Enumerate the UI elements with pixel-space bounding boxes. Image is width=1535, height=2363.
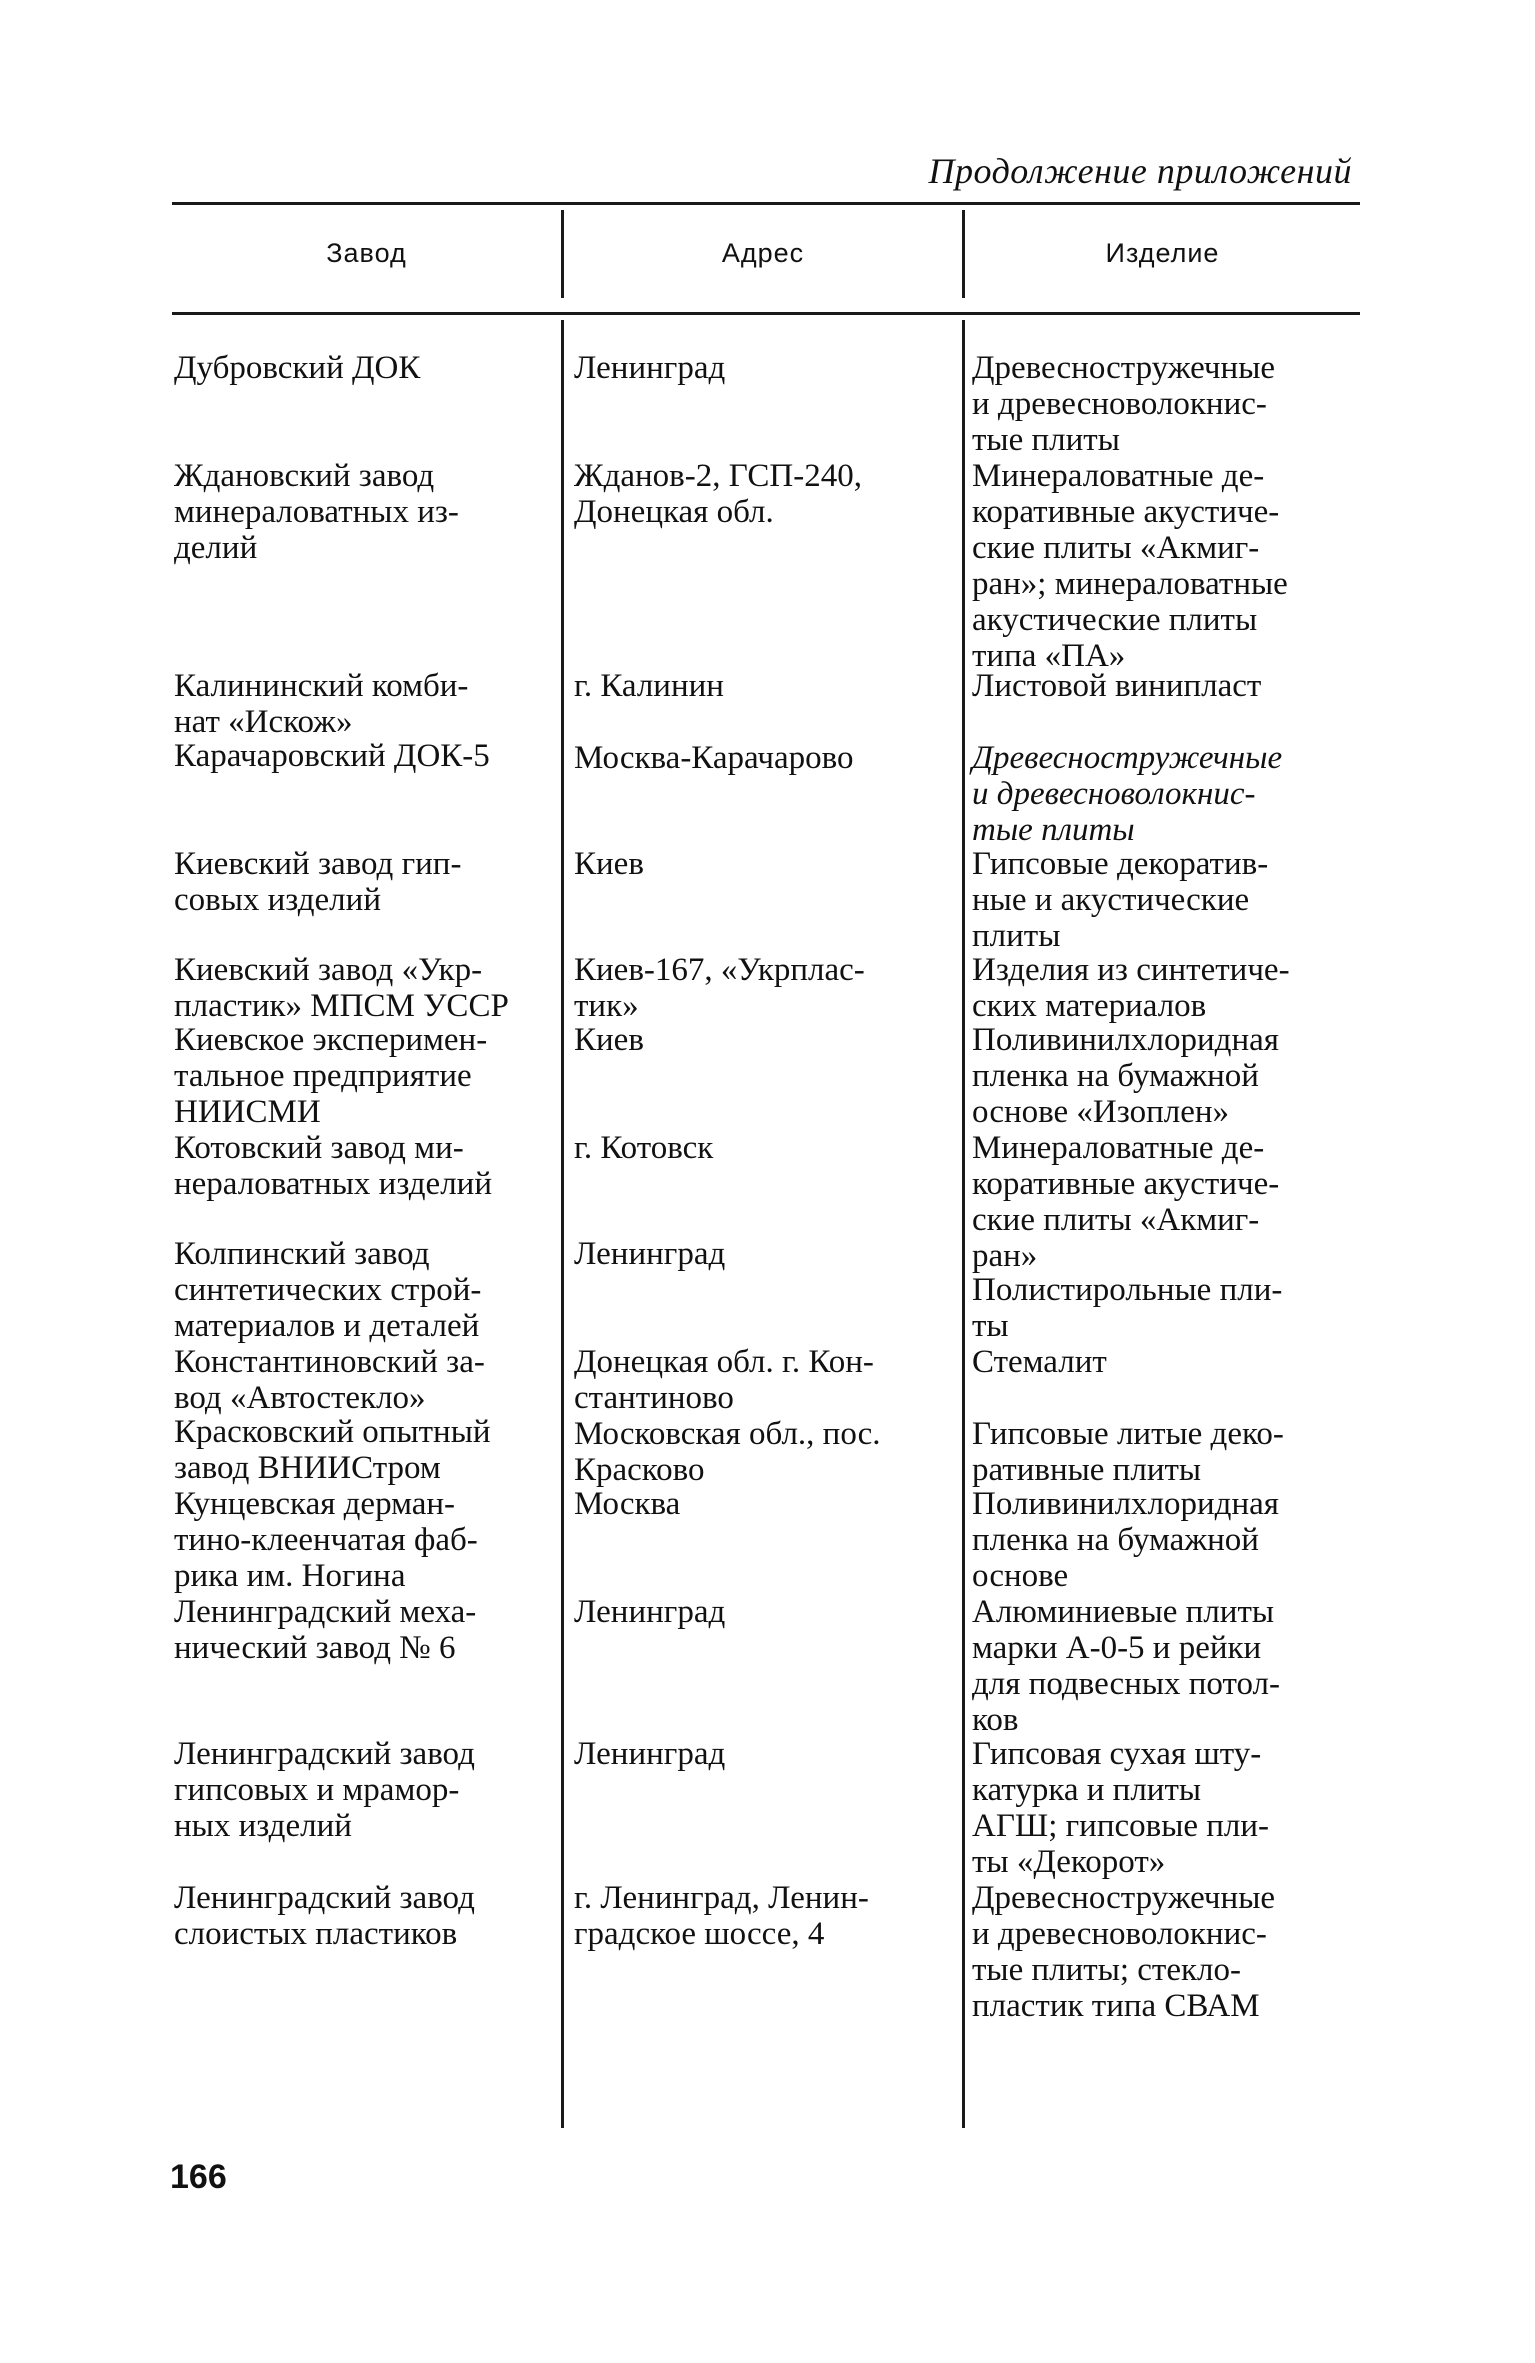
table-cell-factory: Ленинградский меха- нический завод № 6 xyxy=(174,1594,477,1666)
table-cell-product: Изделия из синтетиче- ских материалов xyxy=(972,952,1290,1024)
table-cell-factory: Ждановский завод минераловатных из- делий xyxy=(174,458,459,566)
table-cell-product: Гипсовые декоратив- ные и акустические плиты xyxy=(972,846,1269,954)
table-cell-factory: Кунцевская дерман- тино-клеенчатая фаб- рика им. Ногина xyxy=(174,1486,478,1594)
table-cell-factory: Ленинградский завод слоистых пластиков xyxy=(174,1880,475,1952)
table-cell-address: Московская обл., пос. Красково xyxy=(574,1416,881,1488)
column-divider-body-2 xyxy=(962,320,965,2128)
table-cell-product: Гипсовые литые деко- ративные плиты xyxy=(972,1416,1284,1488)
table-cell-product: Древесностружечные и древесноволокнис- тые плиты; стекло- пластик типа СВАМ xyxy=(972,1880,1276,2024)
table-cell-factory: Дубровский ДОК xyxy=(174,350,421,386)
table-cell-product: Древесностружечные и древесноволокнис- тые плиты xyxy=(972,350,1276,458)
table-cell-product: Алюминиевые плиты марки А-0-5 и рейки для подвесных потол- ков xyxy=(972,1594,1281,1738)
header-rule xyxy=(172,312,1360,315)
table-cell-address: Ленинград xyxy=(574,1236,726,1272)
table-cell-product: Полистирольные пли- ты xyxy=(972,1272,1283,1344)
column-header-address: Адрес xyxy=(721,238,805,268)
column-divider-body-1 xyxy=(561,320,564,2128)
table-cell-factory: Киевский завод гип- совых изделий xyxy=(174,846,462,918)
table-cell-product: Листовой винипласт xyxy=(972,668,1262,704)
table-cell-product: Гипсовая сухая шту- катурка и плиты АГШ; гипсовые пли- ты «Декорот» xyxy=(972,1736,1270,1880)
table-cell-product: Поливинилхлоридная пленка на бумажной основе «Изоплен» xyxy=(972,1022,1279,1130)
table-cell-address: Жданов-2, ГСП-240, Донецкая обл. xyxy=(574,458,862,530)
table-cell-address: Москва xyxy=(574,1486,681,1522)
table-cell-factory: Киевский завод «Укр- пластик» МПСМ УССР xyxy=(174,952,509,1024)
table-cell-product: Стемалит xyxy=(972,1344,1107,1380)
continuation-title: Продолжение приложений xyxy=(928,151,1352,191)
table-cell-address: г. Калинин xyxy=(574,668,724,704)
table-cell-address: Ленинград xyxy=(574,350,726,386)
table-cell-address: Ленинград xyxy=(574,1736,726,1772)
table-cell-factory: Константиновский за- вод «Автостекло» xyxy=(174,1344,485,1416)
table-cell-product: Минераловатные де- коративные акустиче- ские плиты «Акмиг- ран» xyxy=(972,1130,1280,1274)
table-cell-address: Донецкая обл. г. Кон- стантиново xyxy=(574,1344,874,1416)
table-cell-factory: Карачаровский ДОК-5 xyxy=(174,738,490,774)
page-number: 166 xyxy=(170,2158,227,2196)
table-cell-factory: Киевское эксперимен- тальное предприятие НИИСМИ xyxy=(174,1022,488,1130)
table-cell-address: Киев xyxy=(574,846,644,882)
table-cell-factory: Ленинградский завод гипсовых и мрамор- ных изделий xyxy=(174,1736,475,1844)
column-header-product: Изделие xyxy=(1105,238,1220,268)
table-cell-product: Поливинилхлоридная пленка на бумажной основе xyxy=(972,1486,1279,1594)
table-cell-product: Минераловатные де- коративные акустиче- ские плиты «Акмиг- ран»; минераловатные акустические плиты типа «ПА» xyxy=(972,458,1288,674)
running-header xyxy=(172,150,1360,205)
table-cell-factory: Калининский комби- нат «Искож» xyxy=(174,668,469,740)
table-cell-factory: Красковский опытный завод ВНИИСтром xyxy=(174,1414,491,1486)
table-cell-address: Москва-Карачарово xyxy=(574,740,854,776)
table-cell-address: Киев xyxy=(574,1022,644,1058)
column-header-factory: Завод xyxy=(326,238,407,268)
table-cell-address: Ленинград xyxy=(574,1594,726,1630)
table-cell-product: Древесностружечные и древесноволокнис- тые плиты xyxy=(972,740,1283,848)
table-cell-address: Киев-167, «Укрплас- тик» xyxy=(574,952,865,1024)
table-cell-address: г. Ленинград, Ленин- градское шоссе, 4 xyxy=(574,1880,869,1952)
table-cell-factory: Колпинский завод синтетических строй- материалов и деталей xyxy=(174,1236,482,1344)
table-cell-address: г. Котовск xyxy=(574,1130,714,1166)
table-cell-factory: Котовский завод ми- нераловатных изделий xyxy=(174,1130,492,1202)
